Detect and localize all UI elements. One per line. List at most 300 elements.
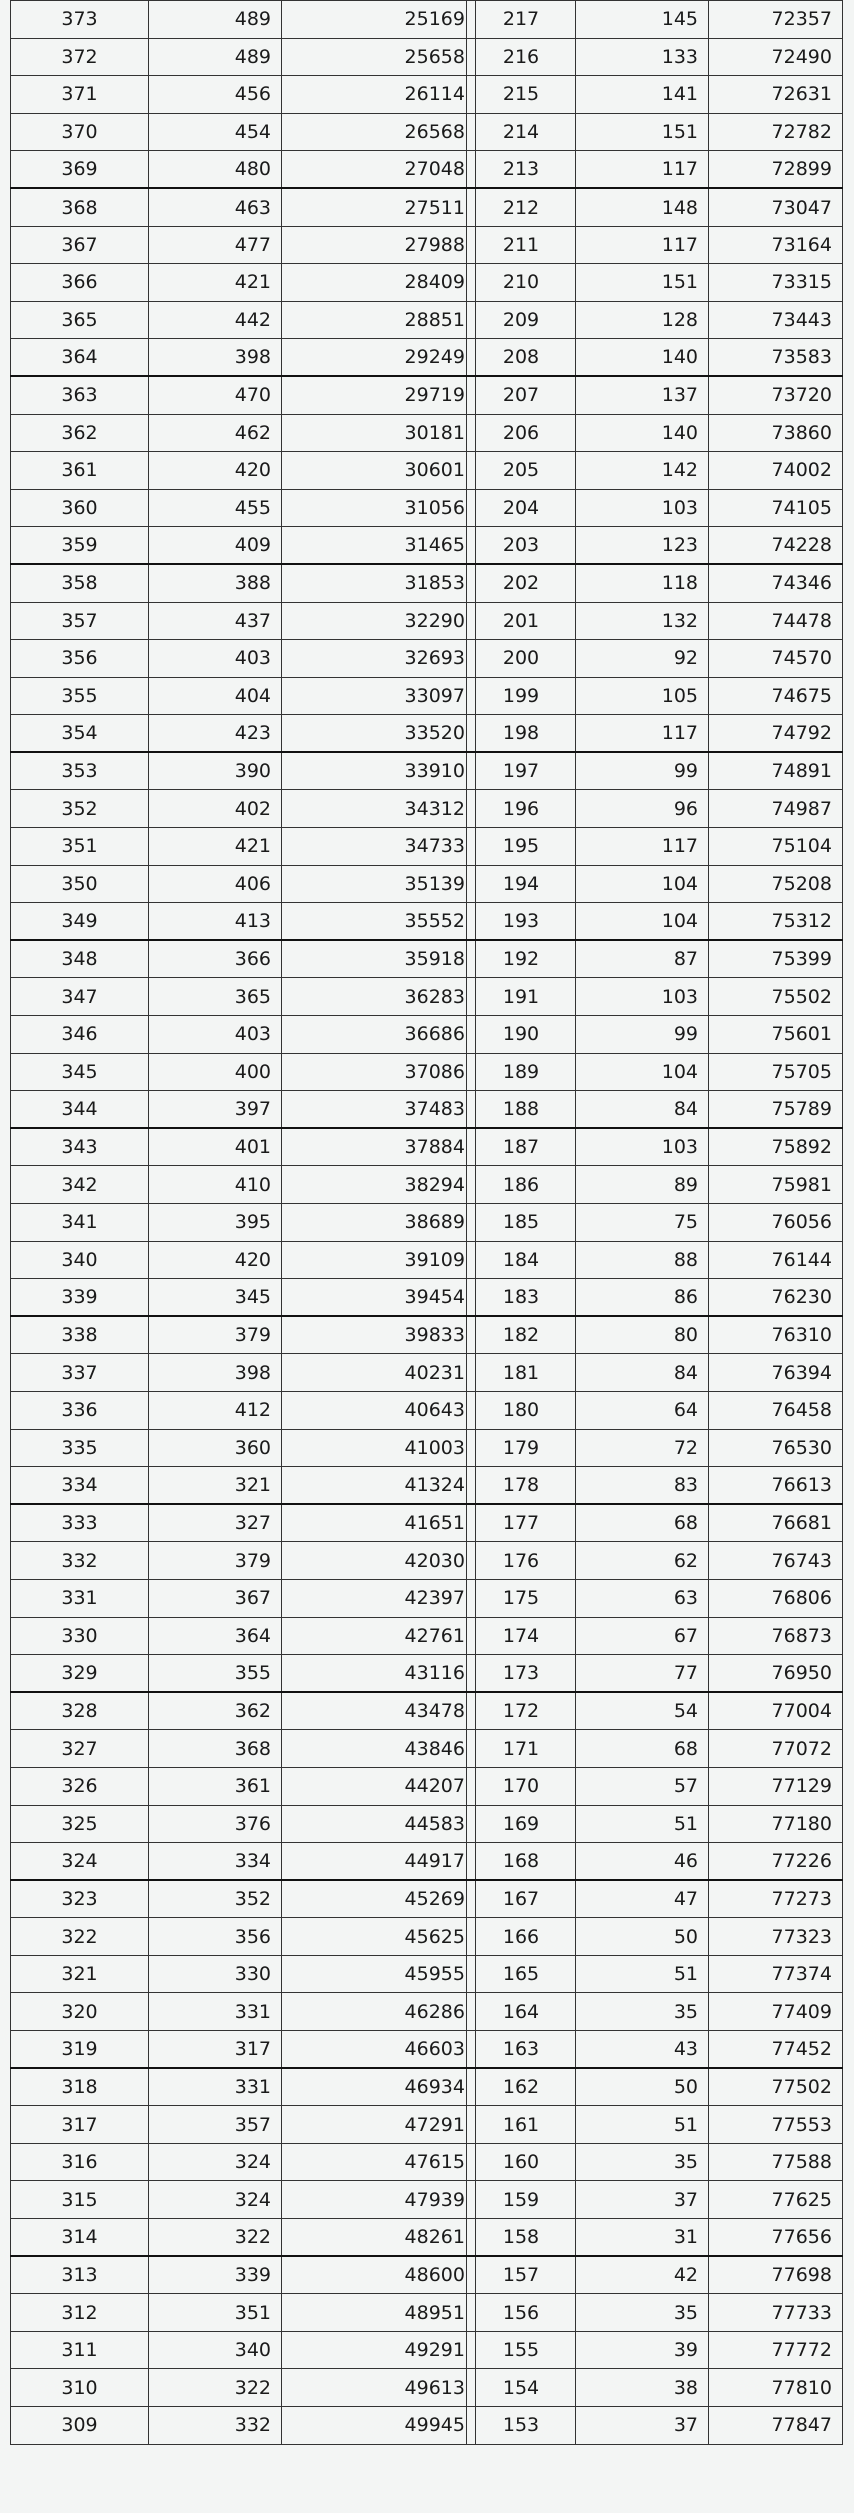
- cumulative-cell: 46286: [282, 1993, 476, 2031]
- cumulative-cell: 49945: [282, 2407, 476, 2445]
- score-cell: 317: [11, 2106, 149, 2144]
- score-cell: 189: [467, 1053, 576, 1091]
- table-row: [11, 1, 476, 39]
- count-cell: 332: [149, 2407, 282, 2445]
- count-cell: 46: [576, 1843, 709, 1881]
- count-cell: 367: [149, 1579, 282, 1617]
- cumulative-cell: 74570: [709, 640, 843, 678]
- score-cell: 174: [467, 1617, 576, 1655]
- score-cell: 183: [467, 1279, 576, 1317]
- score-cell: 334: [11, 1467, 149, 1505]
- table-row: [11, 2331, 476, 2369]
- cumulative-cell: 27988: [282, 226, 476, 264]
- count-cell: 117: [576, 226, 709, 264]
- table-row: [11, 2106, 476, 2144]
- count-cell: 142: [576, 452, 709, 490]
- table-row: [467, 376, 843, 414]
- count-cell: 489: [149, 38, 282, 76]
- table-row: [11, 2219, 476, 2257]
- table-row: [11, 602, 476, 640]
- count-cell: 360: [149, 1429, 282, 1467]
- score-cell: 204: [467, 489, 576, 527]
- table-row: [11, 1542, 476, 1580]
- cumulative-cell: 76056: [709, 1204, 843, 1242]
- table-row: [11, 76, 476, 114]
- table-row: [11, 527, 476, 565]
- table-row: [467, 828, 843, 866]
- table-row: [11, 339, 476, 377]
- table-row: [467, 1429, 843, 1467]
- score-cell: 168: [467, 1843, 576, 1881]
- table-row: [467, 113, 843, 151]
- count-cell: 117: [576, 715, 709, 753]
- score-cell: 330: [11, 1617, 149, 1655]
- count-cell: 361: [149, 1767, 282, 1805]
- table-row: [11, 1429, 476, 1467]
- count-cell: 355: [149, 1655, 282, 1693]
- table-row: [467, 1316, 843, 1354]
- cumulative-cell: 75601: [709, 1016, 843, 1054]
- count-cell: 340: [149, 2331, 282, 2369]
- count-cell: 423: [149, 715, 282, 753]
- count-cell: 37: [576, 2181, 709, 2219]
- cumulative-cell: 76458: [709, 1391, 843, 1429]
- score-cell: 348: [11, 940, 149, 978]
- count-cell: 99: [576, 752, 709, 790]
- count-cell: 365: [149, 978, 282, 1016]
- cumulative-cell: 75312: [709, 903, 843, 941]
- count-cell: 104: [576, 1053, 709, 1091]
- count-cell: 357: [149, 2106, 282, 2144]
- count-cell: 151: [576, 264, 709, 302]
- count-cell: 84: [576, 1354, 709, 1392]
- cumulative-cell: 75502: [709, 978, 843, 1016]
- table-row: [11, 1241, 476, 1279]
- table-row: [467, 1617, 843, 1655]
- table-row: [11, 226, 476, 264]
- count-cell: 51: [576, 1805, 709, 1843]
- cumulative-cell: 36283: [282, 978, 476, 1016]
- count-cell: 456: [149, 76, 282, 114]
- score-cell: 201: [467, 602, 576, 640]
- cumulative-cell: 75208: [709, 865, 843, 903]
- score-cell: 209: [467, 301, 576, 339]
- score-table-right: [466, 0, 843, 2445]
- table-row: [11, 640, 476, 678]
- count-cell: 420: [149, 1241, 282, 1279]
- score-cell: 161: [467, 2106, 576, 2144]
- count-cell: 86: [576, 1279, 709, 1317]
- count-cell: 63: [576, 1579, 709, 1617]
- table-row: [467, 339, 843, 377]
- count-cell: 68: [576, 1504, 709, 1542]
- count-cell: 345: [149, 1279, 282, 1317]
- score-cell: 172: [467, 1692, 576, 1730]
- score-cell: 217: [467, 1, 576, 39]
- count-cell: 324: [149, 2143, 282, 2181]
- count-cell: 334: [149, 1843, 282, 1881]
- count-cell: 395: [149, 1204, 282, 1242]
- cumulative-cell: 76806: [709, 1579, 843, 1617]
- count-cell: 398: [149, 1354, 282, 1392]
- cumulative-cell: 33097: [282, 677, 476, 715]
- table-row: [467, 978, 843, 1016]
- count-cell: 87: [576, 940, 709, 978]
- score-cell: 325: [11, 1805, 149, 1843]
- count-cell: 401: [149, 1128, 282, 1166]
- cumulative-cell: 77772: [709, 2331, 843, 2369]
- score-cell: 160: [467, 2143, 576, 2181]
- cumulative-cell: 73047: [709, 188, 843, 226]
- cumulative-cell: 30181: [282, 414, 476, 452]
- score-cell: 324: [11, 1843, 149, 1881]
- table-row: [467, 2106, 843, 2144]
- score-cell: 339: [11, 1279, 149, 1317]
- count-cell: 75: [576, 1204, 709, 1242]
- count-cell: 409: [149, 527, 282, 565]
- table-row: [11, 1730, 476, 1768]
- cumulative-cell: 73164: [709, 226, 843, 264]
- table-row: [11, 38, 476, 76]
- count-cell: 72: [576, 1429, 709, 1467]
- cumulative-cell: 47615: [282, 2143, 476, 2181]
- score-cell: 320: [11, 1993, 149, 2031]
- score-cell: 177: [467, 1504, 576, 1542]
- table-row: [467, 2031, 843, 2069]
- score-cell: 154: [467, 2369, 576, 2407]
- table-row: [11, 113, 476, 151]
- count-cell: 35: [576, 2143, 709, 2181]
- cumulative-cell: 77553: [709, 2106, 843, 2144]
- table-row: [11, 1166, 476, 1204]
- table-row: [467, 602, 843, 640]
- cumulative-cell: 48600: [282, 2256, 476, 2294]
- score-cell: 318: [11, 2068, 149, 2106]
- table-row: [467, 1166, 843, 1204]
- cumulative-cell: 73583: [709, 339, 843, 377]
- score-cell: 370: [11, 113, 149, 151]
- table-row: [11, 1128, 476, 1166]
- cumulative-cell: 35139: [282, 865, 476, 903]
- count-cell: 35: [576, 1993, 709, 2031]
- cumulative-cell: 77733: [709, 2294, 843, 2332]
- count-cell: 47: [576, 1880, 709, 1918]
- score-cell: 358: [11, 564, 149, 602]
- cumulative-cell: 72899: [709, 151, 843, 189]
- table-row: [467, 1579, 843, 1617]
- cumulative-cell: 76310: [709, 1316, 843, 1354]
- cumulative-cell: 32290: [282, 602, 476, 640]
- score-cell: 352: [11, 790, 149, 828]
- count-cell: 352: [149, 1880, 282, 1918]
- cumulative-cell: 75399: [709, 940, 843, 978]
- table-row: [467, 1730, 843, 1768]
- cumulative-cell: 77847: [709, 2407, 843, 2445]
- cumulative-cell: 73443: [709, 301, 843, 339]
- table-row: [467, 865, 843, 903]
- table-row: [467, 1391, 843, 1429]
- count-cell: 89: [576, 1166, 709, 1204]
- score-cell: 173: [467, 1655, 576, 1693]
- cumulative-cell: 33910: [282, 752, 476, 790]
- table-row: [11, 376, 476, 414]
- cumulative-cell: 77323: [709, 1918, 843, 1956]
- score-cell: 364: [11, 339, 149, 377]
- score-cell: 159: [467, 2181, 576, 2219]
- count-cell: 402: [149, 790, 282, 828]
- cumulative-cell: 77452: [709, 2031, 843, 2069]
- table-row: [11, 2143, 476, 2181]
- count-cell: 480: [149, 151, 282, 189]
- cumulative-cell: 73315: [709, 264, 843, 302]
- count-cell: 462: [149, 414, 282, 452]
- cumulative-cell: 30601: [282, 452, 476, 490]
- table-row: [11, 903, 476, 941]
- score-cell: 166: [467, 1918, 576, 1956]
- count-cell: 68: [576, 1730, 709, 1768]
- table-row: [11, 2031, 476, 2069]
- score-cell: 351: [11, 828, 149, 866]
- cumulative-cell: 39454: [282, 1279, 476, 1317]
- score-cell: 357: [11, 602, 149, 640]
- count-cell: 455: [149, 489, 282, 527]
- cumulative-cell: 27048: [282, 151, 476, 189]
- table-row: [11, 752, 476, 790]
- cumulative-cell: 77129: [709, 1767, 843, 1805]
- score-cell: 319: [11, 2031, 149, 2069]
- table-row: [11, 151, 476, 189]
- score-cell: 314: [11, 2219, 149, 2257]
- score-cell: 337: [11, 1354, 149, 1392]
- score-cell: 156: [467, 2294, 576, 2332]
- count-cell: 148: [576, 188, 709, 226]
- table-row: [11, 978, 476, 1016]
- cumulative-cell: 31465: [282, 527, 476, 565]
- score-cell: 333: [11, 1504, 149, 1542]
- table-row: [11, 1354, 476, 1392]
- score-cell: 211: [467, 226, 576, 264]
- cumulative-cell: 72631: [709, 76, 843, 114]
- table-row: [467, 1843, 843, 1881]
- cumulative-cell: 34312: [282, 790, 476, 828]
- cumulative-cell: 44917: [282, 1843, 476, 1881]
- cumulative-cell: 77374: [709, 1955, 843, 1993]
- count-cell: 133: [576, 38, 709, 76]
- cumulative-cell: 77180: [709, 1805, 843, 1843]
- score-cell: 190: [467, 1016, 576, 1054]
- table-row: [11, 1918, 476, 1956]
- score-cell: 340: [11, 1241, 149, 1279]
- cumulative-cell: 74675: [709, 677, 843, 715]
- score-cell: 316: [11, 2143, 149, 2181]
- score-cell: 346: [11, 1016, 149, 1054]
- count-cell: 421: [149, 828, 282, 866]
- cumulative-cell: 49291: [282, 2331, 476, 2369]
- cumulative-cell: 40643: [282, 1391, 476, 1429]
- count-cell: 331: [149, 1993, 282, 2031]
- score-cell: 344: [11, 1091, 149, 1129]
- table-row: [11, 1692, 476, 1730]
- count-cell: 410: [149, 1166, 282, 1204]
- cumulative-cell: 77004: [709, 1692, 843, 1730]
- cumulative-cell: 31853: [282, 564, 476, 602]
- cumulative-cell: 43478: [282, 1692, 476, 1730]
- count-cell: 356: [149, 1918, 282, 1956]
- table-row: [11, 715, 476, 753]
- table-row: [11, 1204, 476, 1242]
- cumulative-cell: 76613: [709, 1467, 843, 1505]
- count-cell: 388: [149, 564, 282, 602]
- table-row: [11, 940, 476, 978]
- table-row: [467, 2331, 843, 2369]
- score-cell: 175: [467, 1579, 576, 1617]
- table-row: [11, 790, 476, 828]
- score-cell: 200: [467, 640, 576, 678]
- score-cell: 180: [467, 1391, 576, 1429]
- cumulative-cell: 25658: [282, 38, 476, 76]
- count-cell: 99: [576, 1016, 709, 1054]
- count-cell: 123: [576, 527, 709, 565]
- table-row: [467, 790, 843, 828]
- table-row: [467, 1279, 843, 1317]
- count-cell: 67: [576, 1617, 709, 1655]
- count-cell: 43: [576, 2031, 709, 2069]
- table-row: [467, 2369, 843, 2407]
- table-row: [467, 1504, 843, 1542]
- count-cell: 362: [149, 1692, 282, 1730]
- table-row: [467, 1955, 843, 1993]
- count-cell: 62: [576, 1542, 709, 1580]
- score-cell: 206: [467, 414, 576, 452]
- score-cell: 309: [11, 2407, 149, 2445]
- cumulative-cell: 77226: [709, 1843, 843, 1881]
- score-cell: 170: [467, 1767, 576, 1805]
- cumulative-cell: 43846: [282, 1730, 476, 1768]
- score-cell: 208: [467, 339, 576, 377]
- score-cell: 197: [467, 752, 576, 790]
- score-cell: 331: [11, 1579, 149, 1617]
- table-row: [467, 2068, 843, 2106]
- score-cell: 176: [467, 1542, 576, 1580]
- count-cell: 364: [149, 1617, 282, 1655]
- cumulative-cell: 76230: [709, 1279, 843, 1317]
- table-row: [467, 301, 843, 339]
- score-cell: 312: [11, 2294, 149, 2332]
- count-cell: 38: [576, 2369, 709, 2407]
- score-cell: 194: [467, 865, 576, 903]
- score-cell: 213: [467, 151, 576, 189]
- count-cell: 105: [576, 677, 709, 715]
- count-cell: 35: [576, 2294, 709, 2332]
- table-row: [11, 1805, 476, 1843]
- count-cell: 96: [576, 790, 709, 828]
- table-row: [467, 188, 843, 226]
- score-cell: 205: [467, 452, 576, 490]
- count-cell: 104: [576, 903, 709, 941]
- score-cell: 373: [11, 1, 149, 39]
- count-cell: 398: [149, 339, 282, 377]
- count-cell: 39: [576, 2331, 709, 2369]
- score-cell: 372: [11, 38, 149, 76]
- cumulative-cell: 77072: [709, 1730, 843, 1768]
- cumulative-cell: 46603: [282, 2031, 476, 2069]
- score-cell: 199: [467, 677, 576, 715]
- table-row: [467, 940, 843, 978]
- score-cell: 353: [11, 752, 149, 790]
- count-cell: 404: [149, 677, 282, 715]
- count-cell: 322: [149, 2369, 282, 2407]
- table-row: [467, 414, 843, 452]
- count-cell: 379: [149, 1316, 282, 1354]
- cumulative-cell: 74105: [709, 489, 843, 527]
- cumulative-cell: 27511: [282, 188, 476, 226]
- cumulative-cell: 41324: [282, 1467, 476, 1505]
- score-cell: 195: [467, 828, 576, 866]
- table-row: [11, 2256, 476, 2294]
- cumulative-cell: 48261: [282, 2219, 476, 2257]
- score-cell: 336: [11, 1391, 149, 1429]
- score-cell: 367: [11, 226, 149, 264]
- count-cell: 413: [149, 903, 282, 941]
- cumulative-cell: 38689: [282, 1204, 476, 1242]
- count-cell: 406: [149, 865, 282, 903]
- table-row: [11, 1993, 476, 2031]
- count-cell: 379: [149, 1542, 282, 1580]
- count-cell: 50: [576, 2068, 709, 2106]
- score-cell: 368: [11, 188, 149, 226]
- cumulative-cell: 72490: [709, 38, 843, 76]
- cumulative-cell: 76743: [709, 1542, 843, 1580]
- cumulative-cell: 76530: [709, 1429, 843, 1467]
- table-row: [467, 1692, 843, 1730]
- score-cell: 335: [11, 1429, 149, 1467]
- cumulative-cell: 44583: [282, 1805, 476, 1843]
- table-row: [467, 677, 843, 715]
- count-cell: 368: [149, 1730, 282, 1768]
- count-cell: 128: [576, 301, 709, 339]
- cumulative-cell: 75789: [709, 1091, 843, 1129]
- count-cell: 470: [149, 376, 282, 414]
- score-cell: 216: [467, 38, 576, 76]
- score-cell: 193: [467, 903, 576, 941]
- cumulative-cell: 35552: [282, 903, 476, 941]
- table-row: [467, 264, 843, 302]
- score-cell: 369: [11, 151, 149, 189]
- table-row: [467, 1918, 843, 1956]
- table-row: [11, 1504, 476, 1542]
- count-cell: 420: [149, 452, 282, 490]
- table-row: [11, 1579, 476, 1617]
- table-row: [467, 38, 843, 76]
- table-row: [11, 414, 476, 452]
- table-row: [11, 452, 476, 490]
- score-cell: 215: [467, 76, 576, 114]
- score-cell: 347: [11, 978, 149, 1016]
- cumulative-cell: 26568: [282, 113, 476, 151]
- count-cell: 92: [576, 640, 709, 678]
- cumulative-cell: 40231: [282, 1354, 476, 1392]
- table-row: [11, 1279, 476, 1317]
- count-cell: 330: [149, 1955, 282, 1993]
- count-cell: 317: [149, 2031, 282, 2069]
- table-row: [467, 1655, 843, 1693]
- count-cell: 489: [149, 1, 282, 39]
- table-row: [11, 2369, 476, 2407]
- score-cell: 198: [467, 715, 576, 753]
- cumulative-cell: 77656: [709, 2219, 843, 2257]
- score-cell: 342: [11, 1166, 149, 1204]
- table-row: [467, 1805, 843, 1843]
